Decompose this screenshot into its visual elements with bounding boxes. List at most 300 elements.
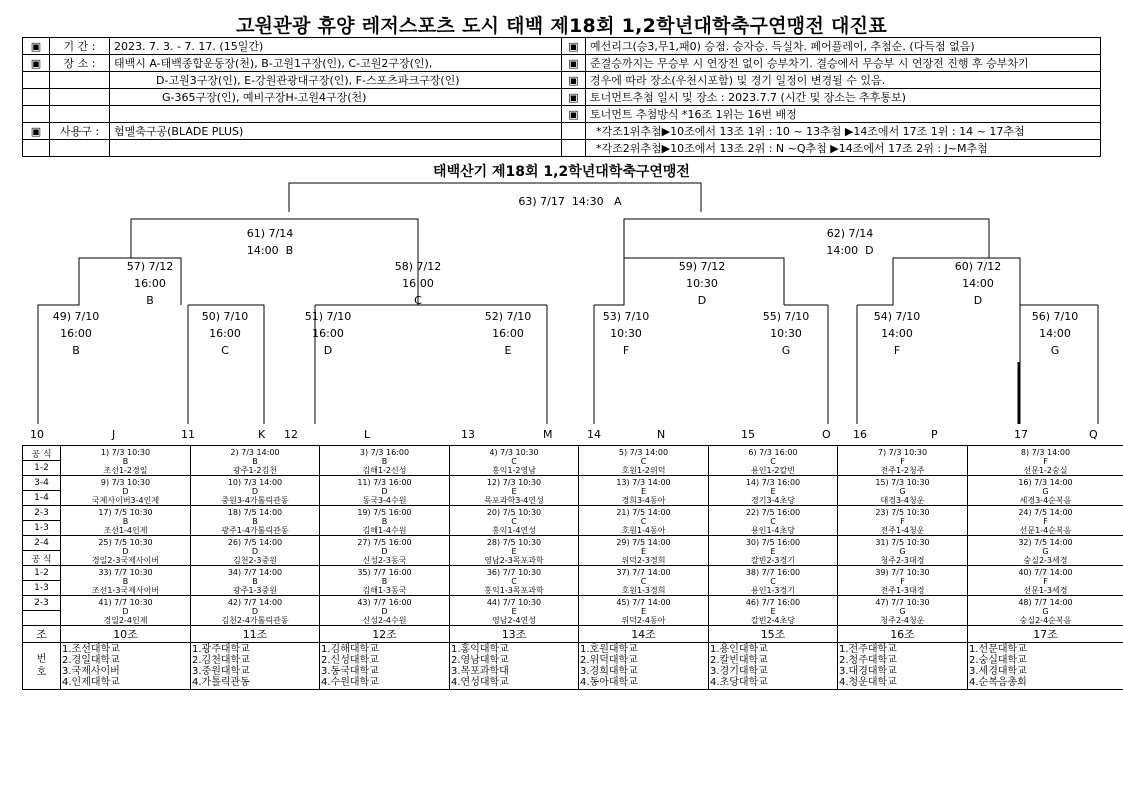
- team-name: 3.국제사이버: [62, 666, 120, 677]
- group-team-list: [968, 643, 1123, 690]
- info-rule: *각조2위추첨▶10조에서 13조 2위 : N ~Q추첨 ▶14조에서 17조 2위 : J~M추첨: [586, 140, 1101, 157]
- match-cell: [320, 476, 450, 506]
- match-venue: E: [770, 547, 776, 556]
- team-name: 2.청주대학교: [839, 655, 897, 666]
- bracket-seed-label: 17: [1014, 428, 1028, 441]
- team-name: 1.김해대학교: [321, 644, 379, 655]
- info-rule: 예선리그(승3,무1,패0) 승점. 승자승. 득실차. 페어플레이, 추첨순. (다득점 없음): [586, 38, 1101, 55]
- match-venue: C: [770, 457, 776, 466]
- info-rule: *각조1위추첨▶10조에서 13조 1위 : 10 ~ 13추첨 ▶14조에서 17조 1위 : 14 ~ 17추첨: [586, 123, 1101, 140]
- round-label: 공 식: [23, 446, 61, 461]
- match-teams: 청주2-3대경: [880, 556, 925, 565]
- bracket-title: 태백산기 제18회 1,2학년대학축구연맹전: [433, 164, 690, 180]
- match-datetime: 8) 7/3 14:00: [1020, 448, 1071, 457]
- match-cell: [579, 476, 709, 506]
- match-teams: 호원1-4동아: [621, 526, 666, 535]
- match-cell: [191, 536, 320, 566]
- match-teams: 칼빈2-4초당: [751, 616, 795, 625]
- match-venue: G: [1042, 547, 1049, 556]
- match-venue: B: [122, 517, 129, 526]
- match-cell: [579, 566, 709, 596]
- match-datetime: 42) 7/7 14:00: [227, 598, 283, 607]
- match-teams: 광주1-3중원: [233, 586, 277, 595]
- match-venue: D: [122, 547, 129, 556]
- match-57-quarterfinal: 57) 7/12 16:00 B: [126, 260, 174, 307]
- match-datetime: 34) 7/7 14:00: [227, 568, 283, 577]
- match-datetime: 13) 7/3 14:00: [616, 478, 671, 487]
- bracket-seed-label: 11: [181, 428, 195, 441]
- match-teams: 호원1-2위덕: [621, 466, 666, 475]
- match-cell: [579, 596, 709, 626]
- match-datetime: 31) 7/5 10:30: [875, 538, 930, 547]
- match-venue: D: [251, 547, 259, 556]
- match-datetime: 35) 7/7 16:00: [357, 568, 412, 577]
- match-teams: 경희3-4동아: [621, 496, 666, 505]
- match-cell: [579, 506, 709, 536]
- team-name: 3.중원대학교: [192, 666, 250, 677]
- match-cell: [191, 476, 320, 506]
- match-venue: E: [640, 607, 647, 616]
- match-venue: C: [511, 517, 517, 526]
- match-datetime: 28) 7/5 10:30: [486, 538, 542, 547]
- group-name: 13조: [450, 626, 579, 643]
- match-teams: 김해1-2신성: [362, 466, 407, 475]
- team-name: 3.세경대학교: [969, 666, 1027, 677]
- group-name: 15조: [709, 626, 838, 643]
- match-venue: B: [122, 577, 129, 586]
- match-62-semifinal: 62) 7/14 14:00 D: [826, 227, 874, 257]
- schedule-row: [23, 536, 1123, 551]
- group-team-list: [709, 643, 838, 690]
- match-datetime: 45) 7/7 14:00: [616, 598, 671, 607]
- info-key: 기 간 :: [50, 38, 110, 55]
- schedule-row: [23, 476, 1123, 491]
- group-team-list: [838, 643, 968, 690]
- bracket-seed-label: 14: [587, 428, 601, 441]
- info-value: 2023. 7. 3. - 7. 17. (15일간): [110, 38, 562, 55]
- match-teams: 조선1-4인제: [103, 526, 148, 535]
- match-teams: 경기3-4초당: [751, 496, 795, 505]
- round-label: 1-2: [23, 461, 61, 476]
- info-bullet: ▣: [23, 38, 50, 55]
- team-name: 1.선문대학교: [969, 644, 1027, 655]
- match-teams: 숭실2-4순복음: [1019, 616, 1072, 625]
- team-name: 4.가톨릭관동: [192, 677, 250, 688]
- match-teams: 조선1-2경일: [103, 466, 148, 475]
- match-teams: 목포과학3-4연성: [484, 496, 544, 505]
- match-venue: F: [900, 517, 905, 526]
- team-name: 2.숭실대학교: [969, 655, 1027, 666]
- match-cell: [450, 596, 579, 626]
- match-datetime: 25) 7/5 10:30: [98, 538, 153, 547]
- bracket-seed-label: P: [931, 428, 938, 441]
- match-cell: [191, 446, 320, 476]
- match-49-round16: 49) 7/10 16:00 B: [52, 310, 100, 357]
- match-cell: [191, 596, 320, 626]
- team-name: 3.경기대학교: [710, 666, 768, 677]
- teams-row: [23, 643, 1123, 690]
- match-datetime: 20) 7/5 10:30: [486, 508, 542, 517]
- match-teams: 선문1-4순복음: [1019, 526, 1072, 535]
- info-rule: 준결승까지는 무승부 시 연장전 없이 승부차기. 결승에서 무승부 시 연장전 진행 후 승부차기: [586, 55, 1101, 72]
- match-teams: 김해1-4수원: [362, 526, 407, 535]
- team-name: 3.경희대학교: [580, 666, 638, 677]
- match-cell: [320, 506, 450, 536]
- match-datetime: 1) 7/3 10:30: [100, 448, 151, 457]
- match-venue: D: [381, 607, 388, 616]
- match-venue: C: [770, 577, 776, 586]
- team-name: 3.동국대학교: [321, 666, 379, 677]
- match-venue: C: [511, 457, 517, 466]
- match-venue: D: [381, 547, 388, 556]
- match-venue: F: [1043, 577, 1048, 586]
- bracket-seed-label: 16: [853, 428, 867, 441]
- teams-label: 번 호: [23, 643, 61, 690]
- match-56-round16: 56) 7/10 14:00 G: [1031, 310, 1079, 357]
- match-50-round16: 50) 7/10 16:00 C: [201, 310, 249, 357]
- match-55-round16: 55) 7/10 10:30 G: [762, 310, 810, 357]
- match-teams: 홍익1-3목포과학: [484, 586, 544, 595]
- match-teams: 전주1-2청주: [880, 466, 925, 475]
- match-cell: [968, 446, 1123, 476]
- match-teams: 용인1-4초당: [751, 526, 795, 535]
- team-name: 1.홍익대학교: [451, 644, 509, 655]
- match-cell: [61, 446, 191, 476]
- match-datetime: 21) 7/5 14:00: [616, 508, 671, 517]
- match-datetime: 48) 7/7 14:00: [1018, 598, 1073, 607]
- match-venue: D: [251, 487, 259, 496]
- info-rule: 경우에 따라 장소(우천시포함) 및 경기 일정이 변경될 수 있음.: [586, 72, 1101, 89]
- match-datetime: 26) 7/5 14:00: [227, 538, 283, 547]
- match-datetime: 2) 7/3 14:00: [230, 448, 280, 457]
- info-key: 장 소 :: [50, 55, 110, 72]
- match-cell: [320, 536, 450, 566]
- bracket-seed-label: J: [112, 428, 116, 441]
- group-team-list: [450, 643, 579, 690]
- match-cell: [968, 536, 1123, 566]
- match-59-quarterfinal: 59) 7/12 10:30 D: [678, 260, 726, 307]
- match-datetime: 19) 7/5 16:00: [357, 508, 412, 517]
- match-venue: F: [900, 577, 905, 586]
- match-datetime: 30) 7/5 16:00: [745, 538, 801, 547]
- match-datetime: 32) 7/5 14:00: [1018, 538, 1073, 547]
- info-value: G-365구장(인), 예비구장H-고원4구장(천): [110, 89, 562, 106]
- match-datetime: 10) 7/3 14:00: [227, 478, 283, 487]
- match-datetime: 23) 7/5 10:30: [875, 508, 930, 517]
- match-venue: F: [1043, 457, 1048, 466]
- match-63-final: 63) 7/17 14:30 A: [518, 195, 622, 208]
- info-bullet: ▣: [562, 106, 586, 123]
- info-bullet: ▣: [562, 55, 586, 72]
- match-teams: 동국3-4수원: [362, 496, 407, 505]
- match-teams: 경일2-4인제: [103, 616, 148, 625]
- info-key: 사용구 :: [50, 123, 110, 140]
- round-label: [23, 611, 61, 626]
- round-label: 2-3: [23, 596, 61, 611]
- team-name: 4.수원대학교: [321, 677, 379, 688]
- bracket-seed-label: O: [822, 428, 831, 441]
- match-datetime: 18) 7/5 14:00: [227, 508, 283, 517]
- match-datetime: 7) 7/3 10:30: [877, 448, 928, 457]
- match-venue: C: [640, 517, 647, 526]
- match-venue: G: [899, 607, 906, 616]
- match-datetime: 17) 7/5 10:30: [98, 508, 153, 517]
- group-team-list: [61, 643, 191, 690]
- match-cell: [709, 536, 838, 566]
- team-name: 3.목포과학대: [451, 666, 509, 677]
- match-teams: 대경3-4청운: [880, 496, 925, 505]
- match-cell: [579, 446, 709, 476]
- match-53-round16: 53) 7/10 10:30 F: [602, 310, 650, 357]
- match-teams: 홍익1-2영남: [492, 466, 536, 475]
- match-venue: E: [770, 607, 776, 616]
- match-51-round16: 51) 7/10 16:00 D: [304, 310, 352, 357]
- info-rule: 토너먼트추첨 일시 및 장소 : 2023.7.7 (시간 및 장소는 추후통보): [586, 89, 1101, 106]
- bracket-seed-label: N: [657, 428, 666, 441]
- match-cell: [61, 596, 191, 626]
- match-teams: 경일2-3국제사이버: [91, 556, 160, 565]
- bracket-seed-label: 12: [284, 428, 298, 441]
- match-teams: 숭실2-3세경: [1023, 556, 1068, 565]
- match-venue: E: [640, 547, 647, 556]
- match-venue: B: [252, 577, 258, 586]
- match-datetime: 37) 7/7 14:00: [616, 568, 671, 577]
- match-teams: 김천2-4가톨릭관동: [221, 616, 289, 625]
- schedule-row: [23, 566, 1123, 581]
- group-team-list: [579, 643, 709, 690]
- match-teams: 칼빈2-3경기: [751, 556, 795, 565]
- team-name: 2.경일대학교: [62, 655, 120, 666]
- match-58-quarterfinal: 58) 7/12 16:00 C: [394, 260, 442, 307]
- match-venue: C: [511, 577, 517, 586]
- team-name: 4.인제대학교: [62, 677, 120, 688]
- match-teams: 용인1-2칼빈: [751, 466, 795, 475]
- info-bullet: ▣: [23, 55, 50, 72]
- schedule-row: [23, 506, 1123, 521]
- schedule-row: [23, 446, 1123, 461]
- team-name: 4.순복음총회: [969, 677, 1027, 688]
- match-teams: 김천2-3중원: [233, 556, 277, 565]
- match-cell: [320, 566, 450, 596]
- match-teams: 신성2-4수원: [362, 616, 407, 625]
- match-datetime: 41) 7/7 10:30: [98, 598, 153, 607]
- match-venue: G: [1042, 607, 1049, 616]
- match-cell: [838, 566, 968, 596]
- info-value: 험멜축구공(BLADE PLUS): [110, 123, 562, 140]
- match-cell: [838, 596, 968, 626]
- match-datetime: 5) 7/3 14:00: [618, 448, 669, 457]
- match-61-semifinal: 61) 7/14 14:00 B: [246, 227, 294, 257]
- group-team-list: [320, 643, 450, 690]
- match-datetime: 44) 7/7 10:30: [486, 598, 542, 607]
- match-venue: F: [1043, 517, 1048, 526]
- round-label: 2-3: [23, 506, 61, 521]
- match-cell: [709, 446, 838, 476]
- bracket-seed-label: K: [258, 428, 266, 441]
- match-datetime: 16) 7/3 14:00: [1018, 478, 1073, 487]
- match-datetime: 24) 7/5 14:00: [1018, 508, 1073, 517]
- info-bullet: ▣: [562, 38, 586, 55]
- match-datetime: 29) 7/5 14:00: [616, 538, 671, 547]
- match-cell: [579, 536, 709, 566]
- group-name: 17조: [968, 626, 1123, 643]
- bracket-seed-label: L: [364, 428, 371, 441]
- round-label: 공 식: [23, 551, 61, 566]
- match-venue: B: [252, 517, 258, 526]
- match-venue: B: [381, 517, 388, 526]
- round-label: 1-2: [23, 566, 61, 581]
- match-venue: F: [900, 457, 905, 466]
- match-cell: [838, 536, 968, 566]
- match-datetime: 43) 7/7 16:00: [357, 598, 412, 607]
- match-54-round16: 54) 7/10 14:00 F: [873, 310, 921, 357]
- match-datetime: 36) 7/7 10:30: [486, 568, 542, 577]
- round-label: 1-3: [23, 581, 61, 596]
- match-cell: [450, 566, 579, 596]
- info-value: 태백시 A-태백종합운동장(천), B-고원1구장(인), C-고원2구장(인),: [110, 55, 562, 72]
- team-name: 1.전주대학교: [839, 644, 897, 655]
- match-venue: C: [640, 457, 647, 466]
- team-name: 1.조선대학교: [62, 644, 120, 655]
- match-datetime: 15) 7/3 10:30: [875, 478, 930, 487]
- match-cell: [191, 506, 320, 536]
- match-teams: 홍익1-4연성: [492, 526, 536, 535]
- match-teams: 조선1-3국제사이버: [91, 586, 160, 595]
- match-teams: 전주1-4청운: [880, 526, 925, 535]
- match-teams: 전주1-3대경: [880, 586, 925, 595]
- match-teams: 세경3-4순복음: [1019, 496, 1072, 505]
- match-teams: 용인1-3경기: [751, 586, 795, 595]
- bracket-seed-label: 15: [741, 428, 755, 441]
- match-venue: B: [122, 457, 129, 466]
- match-venue: G: [899, 487, 906, 496]
- team-name: 4.동아대학교: [580, 677, 638, 688]
- match-teams: 선문1-3세경: [1023, 586, 1068, 595]
- match-cell: [61, 566, 191, 596]
- group-header-row: [23, 626, 1123, 643]
- bracket-seed-label: Q: [1089, 428, 1098, 441]
- group-name: 14조: [579, 626, 709, 643]
- team-name: 4.연성대학교: [451, 677, 509, 688]
- match-datetime: 38) 7/7 16:00: [745, 568, 801, 577]
- match-venue: B: [381, 457, 388, 466]
- team-name: 3.대경대학교: [839, 666, 897, 677]
- match-cell: [61, 506, 191, 536]
- round-label: 1-4: [23, 491, 61, 506]
- match-datetime: 39) 7/7 10:30: [875, 568, 930, 577]
- match-datetime: 40) 7/7 14:00: [1018, 568, 1073, 577]
- match-datetime: 4) 7/3 10:30: [489, 448, 539, 457]
- group-name: 12조: [320, 626, 450, 643]
- match-60-quarterfinal: 60) 7/12 14:00 D: [954, 260, 1002, 307]
- match-cell: [709, 476, 838, 506]
- bracket-seed-label: M: [543, 428, 553, 441]
- match-venue: E: [770, 487, 776, 496]
- match-datetime: 33) 7/7 10:30: [98, 568, 153, 577]
- match-cell: [968, 566, 1123, 596]
- match-teams: 신성2-3동국: [362, 556, 407, 565]
- match-venue: C: [770, 517, 776, 526]
- match-cell: [450, 476, 579, 506]
- team-name: 2.신성대학교: [321, 655, 379, 666]
- group-schedule-table: [22, 445, 1123, 690]
- match-datetime: 22) 7/5 16:00: [745, 508, 801, 517]
- match-datetime: 3) 7/3 16:00: [359, 448, 410, 457]
- group-team-list: [191, 643, 320, 690]
- match-datetime: 12) 7/3 10:30: [486, 478, 542, 487]
- group-name: 10조: [61, 626, 191, 643]
- match-cell: [191, 566, 320, 596]
- team-name: 1.용인대학교: [710, 644, 768, 655]
- match-cell: [450, 536, 579, 566]
- match-teams: 김해1-3동국: [362, 586, 407, 595]
- round-label: 3-4: [23, 476, 61, 491]
- match-teams: 청주2-4청운: [880, 616, 925, 625]
- match-cell: [838, 476, 968, 506]
- round-label: 1-3: [23, 521, 61, 536]
- match-datetime: 14) 7/3 16:00: [745, 478, 801, 487]
- team-name: 2.위덕대학교: [580, 655, 638, 666]
- match-teams: 호원1-3경희: [621, 586, 666, 595]
- team-name: 2.칼빈대학교: [710, 655, 768, 666]
- bracket-seed-label: 10: [30, 428, 44, 441]
- match-cell: [709, 506, 838, 536]
- team-name: 4.초당대학교: [710, 677, 768, 688]
- info-rule: 토너먼트 추첨방식 *16조 1위는 16번 배정: [586, 106, 1101, 123]
- match-datetime: 6) 7/3 16:00: [748, 448, 798, 457]
- team-name: 1.광주대학교: [192, 644, 250, 655]
- match-venue: D: [122, 607, 129, 616]
- match-teams: 중원3-4가톨릭관동: [221, 496, 289, 505]
- team-name: 1.호원대학교: [580, 644, 638, 655]
- match-cell: [320, 596, 450, 626]
- match-venue: E: [511, 547, 517, 556]
- match-teams: 위덕2-4동아: [621, 616, 666, 625]
- match-cell: [61, 536, 191, 566]
- match-teams: 광주1-2김천: [233, 466, 277, 475]
- match-venue: B: [252, 457, 258, 466]
- match-cell: [968, 596, 1123, 626]
- match-cell: [968, 476, 1123, 506]
- match-datetime: 9) 7/3 10:30: [100, 478, 151, 487]
- match-cell: [838, 506, 968, 536]
- info-bullet: ▣: [23, 123, 50, 140]
- match-cell: [450, 506, 579, 536]
- schedule-row: [23, 596, 1123, 611]
- match-cell: [968, 506, 1123, 536]
- match-venue: D: [122, 487, 129, 496]
- match-venue: C: [640, 577, 647, 586]
- group-label: 조: [23, 626, 61, 643]
- match-cell: [320, 446, 450, 476]
- match-venue: G: [899, 547, 906, 556]
- match-teams: 국제사이버3-4인제: [91, 496, 160, 505]
- match-teams: 영남2-3목포과학: [484, 556, 544, 565]
- match-datetime: 46) 7/7 16:00: [745, 598, 801, 607]
- match-cell: [838, 446, 968, 476]
- match-datetime: 11) 7/3 16:00: [357, 478, 412, 487]
- match-venue: G: [1042, 487, 1049, 496]
- match-datetime: 47) 7/7 10:30: [875, 598, 930, 607]
- match-venue: E: [511, 607, 517, 616]
- round-label: 2-4: [23, 536, 61, 551]
- match-venue: B: [381, 577, 388, 586]
- match-teams: 선문1-2숭실: [1023, 466, 1068, 475]
- match-teams: 광주1-4가톨릭관동: [221, 526, 289, 535]
- match-venue: D: [251, 607, 259, 616]
- match-venue: D: [381, 487, 388, 496]
- match-cell: [709, 566, 838, 596]
